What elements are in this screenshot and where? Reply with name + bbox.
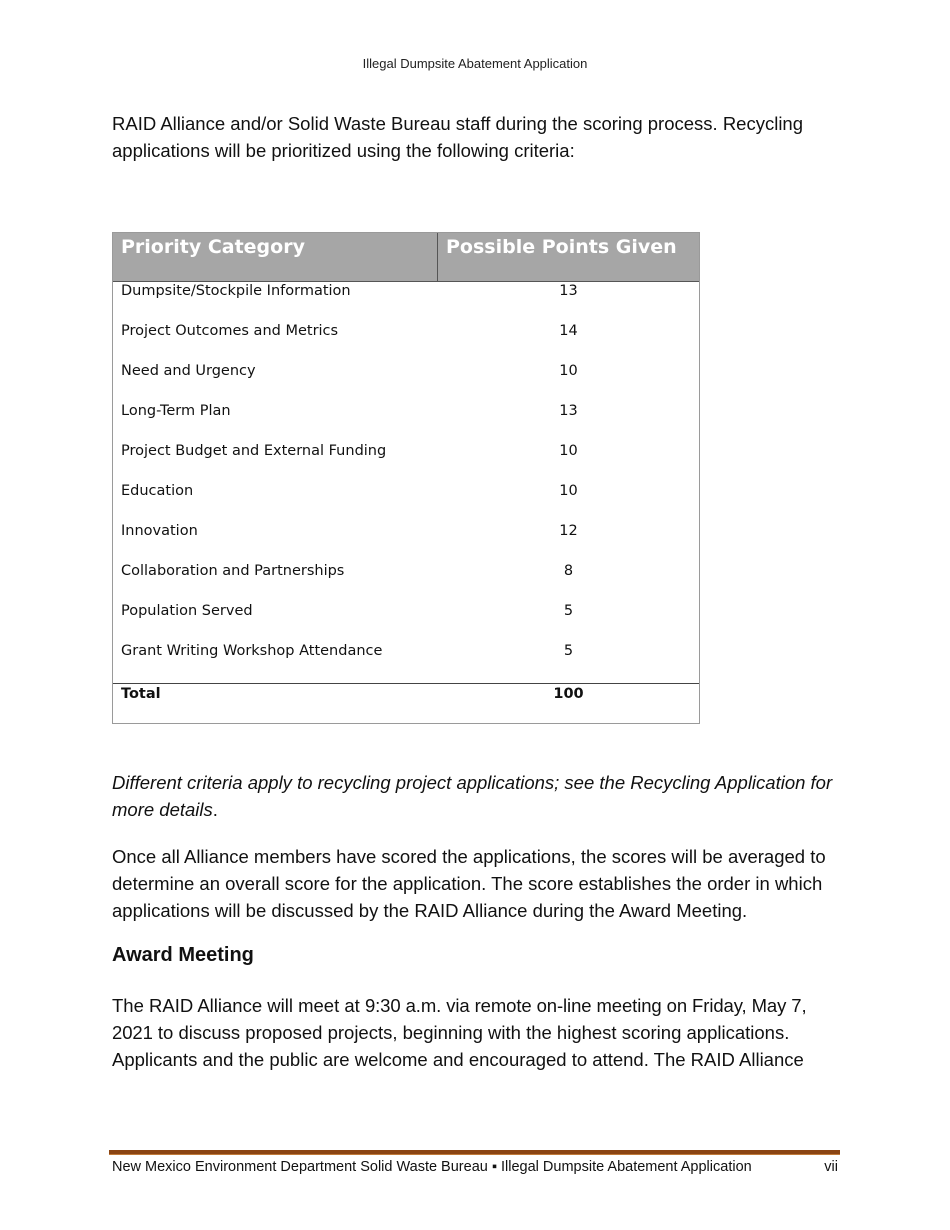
- award-meeting-paragraph: [112, 992, 842, 1073]
- row-points: 8: [563, 563, 574, 579]
- row-category: Long-Term Plan: [121, 403, 231, 419]
- row-category: Population Served: [121, 603, 253, 619]
- award-meeting-text-before: The RAID Alliance will meet at: [112, 995, 365, 1016]
- row-points: 10: [559, 363, 578, 379]
- row-points: 13: [559, 283, 578, 299]
- table-row: [113, 601, 699, 641]
- header-possible-points: Possible Points Given: [446, 236, 677, 258]
- award-meeting-date: 9:30 a.m. via remote on-line meeting on Friday, May 7, 2021: [112, 995, 807, 1043]
- row-points: 10: [559, 443, 578, 459]
- table-row: [113, 641, 699, 681]
- table-row: [113, 441, 699, 481]
- row-category: Innovation: [121, 523, 198, 539]
- award-meeting-heading: Award Meeting: [112, 944, 254, 966]
- intro-paragraph: RAID Alliance and/or Solid Waste Bureau staff during the scoring process. Recycling applications will be prioritized using the following criteria:: [112, 113, 804, 161]
- table-total-row: [113, 683, 699, 724]
- scoring-paragraph: Once all Alliance members have scored the applications, the scores will be averaged to determine an overall score for the application. The score establishes the order in which applications will be discussed by the RAID Alliance during the Award Meeting.: [112, 846, 826, 921]
- recycling-note: [112, 769, 842, 823]
- table-row: [113, 481, 699, 521]
- table-row: [113, 561, 699, 601]
- table-row: [113, 281, 699, 321]
- row-category: Project Budget and External Funding: [121, 443, 387, 459]
- footer-text: New Mexico Environment Department Solid Waste Bureau ▪ Illegal Dumpsite Abatement Application: [112, 1159, 752, 1175]
- row-points: 5: [563, 603, 574, 619]
- table-row: [113, 401, 699, 441]
- row-category: Grant Writing Workshop Attendance: [121, 643, 383, 659]
- row-category: Need and Urgency: [121, 363, 256, 379]
- row-points: 14: [559, 323, 578, 339]
- row-category: Collaboration and Partnerships: [121, 563, 345, 579]
- row-category: Dumpsite/Stockpile Information: [121, 283, 351, 299]
- table-row: [113, 521, 699, 561]
- table-row: [113, 321, 699, 361]
- total-points: 100: [553, 686, 584, 702]
- priority-criteria-table: [112, 232, 700, 724]
- table-row: [113, 361, 699, 401]
- row-points: 5: [563, 643, 574, 659]
- award-meeting-text-after: to discuss proposed projects, beginning with the highest scoring applications. Applicants and the public are welcome and encouraged to attend. The RAID Alliance: [112, 1022, 804, 1070]
- footer-divider: [109, 1150, 840, 1155]
- row-points: 10: [559, 483, 578, 499]
- header-priority-category: Priority Category: [113, 233, 438, 281]
- row-category: Project Outcomes and Metrics: [121, 323, 339, 339]
- row-category: Education: [121, 483, 194, 499]
- recycling-note-text: Different criteria apply to recycling project applications; see the Recycling Application for more details: [112, 772, 833, 820]
- page-number: vii: [824, 1159, 838, 1175]
- table-header-row: [113, 233, 699, 282]
- page-header: Illegal Dumpsite Abatement Application: [362, 56, 588, 71]
- recycling-note-period: .: [212, 799, 218, 820]
- total-label: Total: [121, 686, 161, 702]
- row-points: 13: [559, 403, 578, 419]
- row-points: 12: [559, 523, 578, 539]
